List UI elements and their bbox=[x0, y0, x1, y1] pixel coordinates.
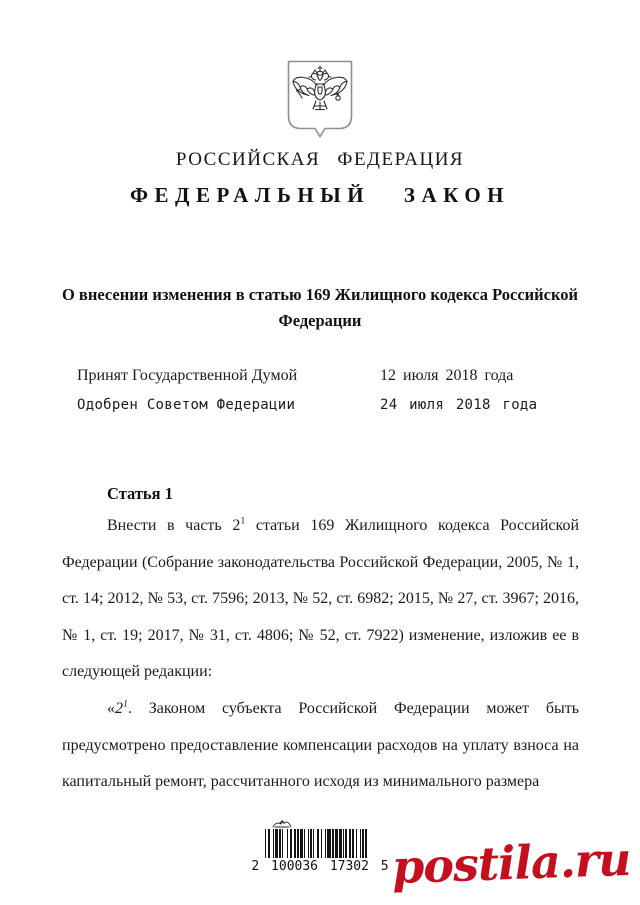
passed-row bbox=[62, 367, 579, 389]
approved-label: Одобрен Советом Федерации bbox=[77, 397, 296, 413]
passed-label: Принят Государственной Думой bbox=[77, 367, 298, 384]
passed-date: 12 июля 2018 года bbox=[380, 367, 514, 384]
document-type-title: ФЕДЕРАЛЬНЫЙ ЗАКОН bbox=[130, 183, 510, 207]
barcode-bars bbox=[265, 829, 369, 858]
paragraph-1-rest: статьи 169 Жилищного кодекса Российской Федерации (Собрание законодательства Российской Федерации, 2005, № 1, ст. 14; 2012, № 53, ст. 7596; 2013, № 52, ст. 6982; 2015, № 27, ст. 3967; 2016, № 1, ст. 19; 2017, № 31, ст. 4806; № 52, ст. 7922) изменение, изложив ее в следующей редакции: bbox=[62, 517, 579, 681]
law-title: О внесении изменения в статью 169 Жилищного кодекса Российской Федерации bbox=[61, 285, 579, 330]
barcode-digits: 2 100036 17302 5 bbox=[251, 859, 389, 874]
paragraph-2-rest: . Законом субъекта Российской Федерации может быть предусмотрено предоставление компенсации расходов на уплату взноса на капитальный ремонт, рассчитанного исходя из минимального размера bbox=[62, 699, 579, 791]
barcode-eagle-icon bbox=[271, 818, 293, 829]
paragraph-2-number: $2^1$ bbox=[115, 698, 128, 717]
paragraph-1-superscript: 1 bbox=[240, 515, 246, 527]
paragraph-1-lead: Внести в часть 2 bbox=[107, 517, 241, 534]
approved-row bbox=[62, 397, 579, 419]
law-paragraph-1 bbox=[62, 508, 579, 691]
country-name: РОССИЙСКАЯ ФЕДЕРАЦИЯ bbox=[175, 149, 465, 170]
law-body-text bbox=[62, 508, 579, 801]
russia-coat-of-arms-icon bbox=[287, 60, 353, 140]
watermark-logo: postila.ru bbox=[390, 831, 631, 895]
approved-date: 24 июля 2018 года bbox=[380, 397, 538, 413]
paragraph-2-quote: « bbox=[107, 699, 115, 717]
law-paragraph-2 bbox=[62, 691, 579, 801]
article-heading: Статья 1 bbox=[107, 484, 173, 503]
